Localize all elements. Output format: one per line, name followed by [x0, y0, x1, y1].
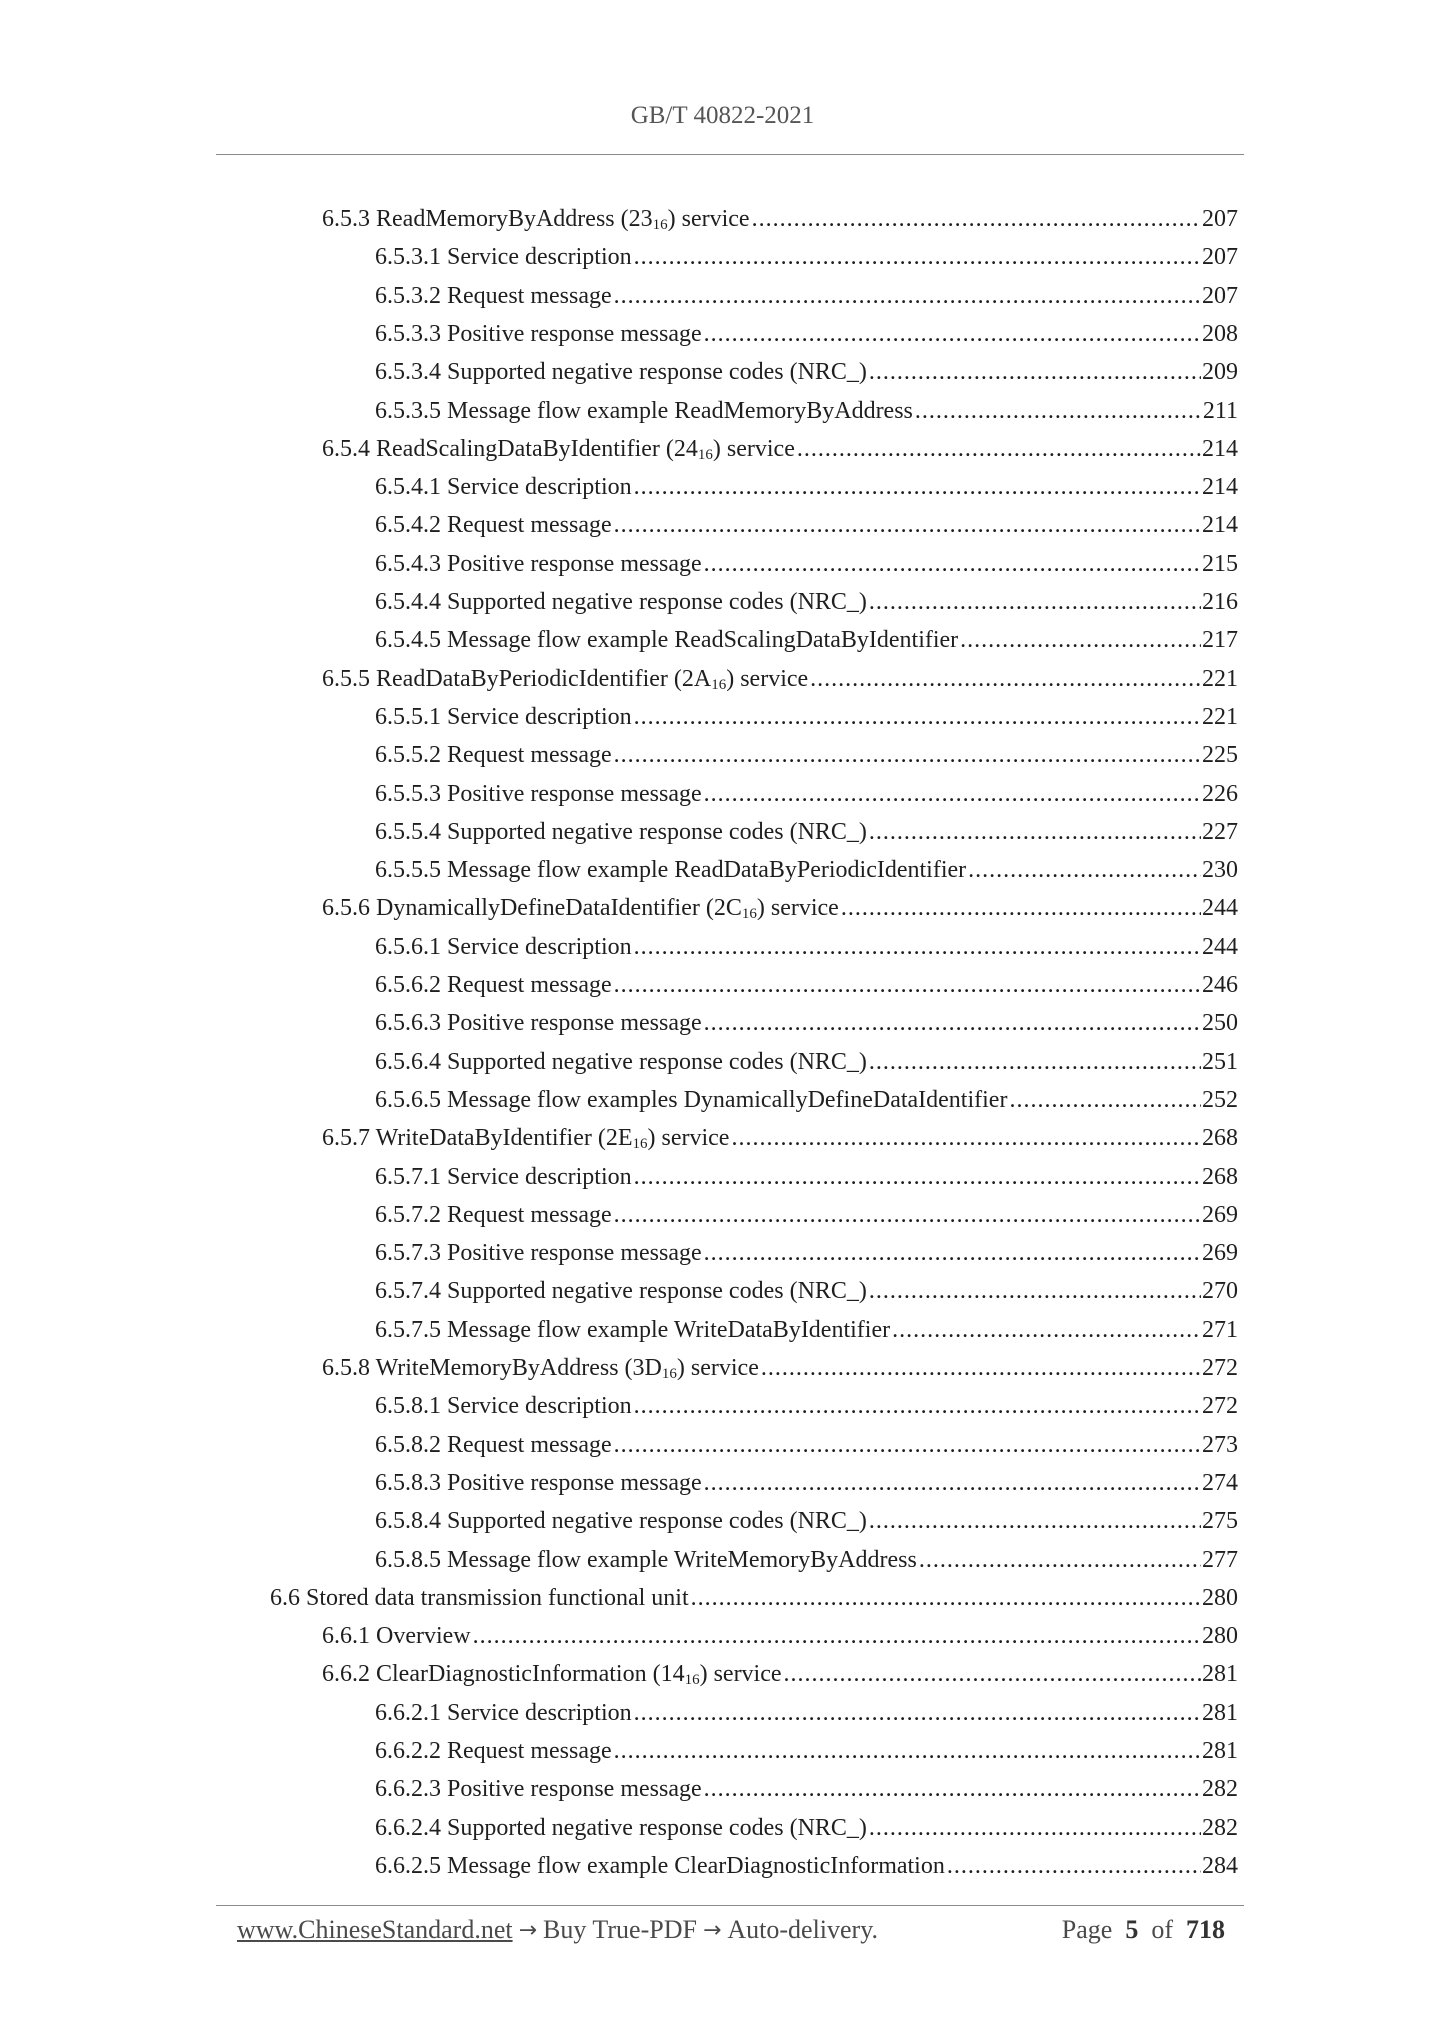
toc-entry-title: 6.5.4.2 Request message [375, 512, 612, 539]
toc-entry-title: 6.6.1 Overview [322, 1623, 471, 1650]
toc-page-number: 207 [1202, 244, 1238, 271]
toc-entry[interactable] [322, 1352, 1238, 1384]
toc-dot-leader [892, 1314, 1201, 1346]
toc-entry[interactable] [322, 663, 1238, 695]
toc-page-number: 273 [1202, 1431, 1238, 1458]
toc-entry-title: 6.5.8.1 Service description [375, 1393, 632, 1420]
toc-dot-leader [704, 548, 1201, 580]
toc-entry[interactable] [322, 203, 1238, 235]
toc-page-number: 275 [1202, 1508, 1238, 1535]
toc-dot-leader [869, 1275, 1201, 1307]
toc-entry-title: 6.5.3.1 Service description [375, 244, 632, 271]
toc-entry-title: 6.5.7.2 Request message [375, 1201, 612, 1228]
toc-dot-leader [960, 624, 1201, 656]
toc-page-number: 214 [1202, 435, 1238, 462]
toc-entry[interactable] [322, 1122, 1238, 1154]
toc-page-number: 252 [1202, 1086, 1238, 1113]
toc-entry[interactable] [270, 1582, 1238, 1614]
toc-page-number: 226 [1202, 780, 1238, 807]
toc-page-number: 268 [1202, 1163, 1238, 1190]
toc-dot-leader [691, 1582, 1201, 1614]
toc-entry[interactable] [375, 280, 1238, 312]
toc-dot-leader [869, 1046, 1201, 1078]
toc-entry[interactable] [375, 509, 1238, 541]
toc-entry-title: 6.5.8 WriteMemoryByAddress $(3D_{16})$ service [322, 1355, 759, 1382]
toc-entry-title: 6.5.7.3 Positive response message [375, 1240, 702, 1267]
buy-true-pdf-text: Buy True-PDF [543, 1915, 697, 1944]
toc-page-number: 281 [1202, 1738, 1238, 1764]
toc-page-number: 246 [1202, 972, 1238, 998]
toc-entry-title: 6.6.2.2 Request message [375, 1738, 612, 1764]
toc-page-number: 217 [1202, 627, 1238, 654]
of-word: of [1151, 1915, 1173, 1944]
toc-dot-leader [634, 1390, 1201, 1422]
toc-entry[interactable] [375, 1199, 1238, 1231]
toc-entry[interactable] [375, 1467, 1238, 1499]
toc-entry[interactable] [322, 1620, 1238, 1652]
toc-entry-title: 6.5.6.2 Request message [375, 972, 612, 998]
toc-entry[interactable] [375, 778, 1238, 810]
toc-entry-title: 6.5.6.5 Message flow examples DynamicallyDefineDataIdentifier [375, 1086, 1008, 1113]
toc-page-number: 269 [1202, 1240, 1238, 1267]
toc-entry-title: 6.5.6.3 Positive response message [375, 1010, 702, 1037]
toc-dot-leader [634, 1697, 1201, 1729]
toc-page-number: 271 [1202, 1316, 1238, 1343]
toc-entry[interactable] [375, 1735, 1238, 1767]
page-word: Page [1061, 1915, 1113, 1944]
toc-page-number: 269 [1202, 1201, 1238, 1228]
toc-entry[interactable] [375, 1275, 1238, 1307]
toc-dot-leader [634, 1161, 1201, 1193]
toc-dot-leader [1009, 1084, 1201, 1116]
toc-entry-title: 6.5.7.4 Supported negative response codes (NRC_) [375, 1278, 867, 1305]
toc-entry-title: 6.5.7.1 Service description [375, 1163, 632, 1190]
toc-entry-title: 6.6.2.1 Service description [375, 1699, 632, 1726]
toc-page-number: 214 [1202, 474, 1238, 501]
toc-page-number: 230 [1202, 857, 1238, 884]
toc-dot-leader [614, 1199, 1201, 1231]
toc-page-number: 211 [1202, 397, 1238, 424]
toc-entry-title: 6.6.2 ClearDiagnosticInformation $(14_{16})$ service [322, 1661, 782, 1689]
toc-entry-title: 6.6 Stored data transmission functional unit [270, 1584, 689, 1611]
toc-page-number: 221 [1202, 665, 1238, 692]
toc-dot-leader [614, 739, 1201, 771]
toc-page-number: 281 [1202, 1661, 1238, 1688]
toc-entry[interactable] [375, 854, 1238, 886]
toc-dot-leader [947, 1850, 1201, 1882]
header-divider [216, 154, 1244, 155]
toc-entry-title: 6.5.6 DynamicallyDefineDataIdentifier $(2C_{16})$ service [322, 895, 839, 923]
toc-page-number: 272 [1202, 1355, 1238, 1381]
toc-page-number: 277 [1202, 1546, 1238, 1573]
toc-entry[interactable] [375, 1161, 1238, 1193]
toc-entry[interactable] [375, 1429, 1238, 1461]
auto-delivery-text: Auto-delivery. [727, 1915, 879, 1944]
toc-entry[interactable] [375, 624, 1238, 656]
toc-entry[interactable] [375, 701, 1238, 733]
toc-entry-title: 6.5.5.4 Supported negative response codes (NRC_) [375, 818, 867, 845]
toc-entry[interactable] [322, 892, 1238, 924]
toc-entry[interactable] [375, 1505, 1238, 1537]
toc-entry[interactable] [375, 241, 1238, 273]
toc-entry[interactable] [375, 1697, 1238, 1729]
toc-dot-leader [634, 471, 1201, 503]
toc-entry[interactable] [375, 816, 1238, 848]
toc-entry[interactable] [375, 395, 1238, 427]
toc-dot-leader [634, 931, 1201, 963]
toc-entry[interactable] [375, 356, 1238, 388]
toc-dot-leader [614, 1429, 1201, 1461]
toc-entry[interactable] [375, 1046, 1238, 1078]
toc-entry[interactable] [322, 1658, 1238, 1690]
toc-entry-title: 6.5.5.2 Request message [375, 742, 612, 769]
toc-dot-leader [810, 663, 1201, 695]
toc-entry[interactable] [375, 1007, 1238, 1039]
toc-dot-leader [919, 1544, 1201, 1576]
toc-dot-leader [869, 1505, 1201, 1537]
toc-entry-title: 6.5.8.5 Message flow example WriteMemoryByAddress [375, 1546, 917, 1573]
toc-dot-leader [704, 1773, 1201, 1805]
toc-entry[interactable] [375, 1812, 1238, 1844]
toc-entry-title: 6.5.5.5 Message flow example ReadDataByPeriodicIdentifier [375, 857, 967, 884]
toc-page-number: 272 [1202, 1393, 1238, 1420]
toc-dot-leader [869, 1812, 1201, 1844]
page-footer [237, 1912, 1225, 1948]
toc-page-number: 244 [1202, 895, 1238, 922]
toc-page-number: 214 [1202, 512, 1238, 539]
toc-entry-title: 6.5.5 ReadDataByPeriodicIdentifier $(2A_{16})$ service [322, 665, 809, 693]
toc-page-number: 280 [1202, 1584, 1238, 1611]
toc-dot-leader [634, 701, 1201, 733]
toc-dot-leader [614, 280, 1201, 312]
toc-entry-title: 6.6.2.3 Positive response message [375, 1776, 702, 1803]
toc-page-number: 209 [1202, 359, 1238, 386]
toc-dot-leader [704, 1467, 1201, 1499]
toc-dot-leader [784, 1658, 1201, 1690]
toc-dot-leader [968, 854, 1201, 886]
toc-page-number: 282 [1202, 1814, 1238, 1841]
toc-page-number: 207 [1202, 282, 1238, 309]
toc-entry[interactable] [375, 1544, 1238, 1576]
toc-dot-leader [752, 203, 1201, 235]
toc-dot-leader [731, 1122, 1201, 1154]
toc-entry-title: 6.5.3.3 Positive response message [375, 320, 702, 347]
toc-entry[interactable] [375, 931, 1238, 963]
toc-page-number: 284 [1202, 1852, 1238, 1879]
toc-entry-title: 6.5.3.2 Request message [375, 282, 612, 309]
footer-divider [216, 1905, 1244, 1906]
arrow-right-icon: → [518, 1917, 538, 1943]
toc-entry-title: 6.5.7 WriteDataByIdentifier $(2E_{16})$ service [322, 1125, 730, 1153]
toc-entry-title: 6.5.4 ReadScalingDataByIdentifier $(24_{16})$ service [322, 435, 795, 463]
toc-dot-leader [473, 1620, 1201, 1652]
toc-entry-title: 6.5.8.3 Positive response message [375, 1469, 702, 1496]
toc-page-number: 221 [1202, 703, 1238, 730]
toc-entry-title: 6.5.6.4 Supported negative response codes (NRC_) [375, 1048, 867, 1075]
toc-dot-leader [869, 356, 1201, 388]
toc-entry-title: 6.5.7.5 Message flow example WriteDataByIdentifier [375, 1316, 891, 1343]
toc-entry[interactable] [375, 1850, 1238, 1882]
toc-page-number: 268 [1202, 1125, 1238, 1152]
toc-dot-leader [869, 586, 1201, 618]
toc-entry-title: 6.5.5.3 Positive response message [375, 780, 702, 807]
toc-entry-title: 6.5.6.1 Service description [375, 933, 632, 960]
toc-page-number: 227 [1202, 818, 1238, 845]
toc-dot-leader [797, 433, 1201, 465]
toc-entry-title: 6.5.4.5 Message flow example ReadScalingDataByIdentifier [375, 627, 959, 654]
toc-entry[interactable] [322, 433, 1238, 465]
toc-entry-title: 6.5.8.2 Request message [375, 1431, 612, 1458]
toc-entry[interactable] [375, 1314, 1238, 1346]
toc-page-number: 280 [1202, 1623, 1238, 1650]
toc-entry-title: 6.5.3.4 Supported negative response codes (NRC_) [375, 359, 867, 386]
toc-dot-leader [915, 395, 1202, 427]
toc-entry-title: 6.5.3.5 Message flow example ReadMemoryByAddress [375, 397, 913, 424]
toc-page-number: 244 [1202, 933, 1238, 960]
toc-entry[interactable] [375, 318, 1238, 350]
toc-dot-leader [841, 892, 1201, 924]
header-title: GB/T 40822-2021 [630, 102, 815, 129]
toc-page-number: 215 [1202, 550, 1238, 577]
toc-dot-leader [634, 241, 1201, 273]
toc-entry-title: 6.5.4.4 Supported negative response codes (NRC_) [375, 589, 867, 615]
toc-entry[interactable] [375, 1773, 1238, 1805]
toc-entry-title: 6.5.3 ReadMemoryByAddress $(23_{16})$ service [322, 206, 750, 233]
toc-page-number: 281 [1202, 1699, 1238, 1726]
toc-entry-title: 6.5.4.1 Service description [375, 474, 632, 501]
toc-entry[interactable] [375, 1084, 1238, 1116]
toc-entry[interactable] [375, 586, 1238, 618]
site-link[interactable]: www.ChineseStandard.net [237, 1915, 513, 1944]
toc-dot-leader [704, 1237, 1201, 1269]
toc-dot-leader [869, 816, 1201, 848]
toc-dot-leader [704, 778, 1201, 810]
toc-page-number: 282 [1202, 1776, 1238, 1803]
current-page-number: 5 [1125, 1915, 1139, 1944]
toc-page-number: 250 [1202, 1010, 1238, 1037]
toc-entry-title: 6.6.2.4 Supported negative response codes (NRC_) [375, 1814, 867, 1841]
toc-entry-title: 6.5.5.1 Service description [375, 703, 632, 730]
toc-dot-leader [614, 969, 1201, 1001]
total-pages-number: 718 [1186, 1915, 1225, 1944]
toc-page-number: 270 [1202, 1278, 1238, 1305]
toc-page-number: 208 [1202, 320, 1238, 347]
toc-entry[interactable] [375, 739, 1238, 771]
toc-dot-leader [704, 318, 1201, 350]
toc-entry[interactable] [375, 471, 1238, 503]
toc-dot-leader [614, 509, 1201, 541]
toc-entry-title: 6.5.8.4 Supported negative response codes (NRC_) [375, 1508, 867, 1535]
toc-page-number: 225 [1202, 742, 1238, 769]
toc-dot-leader [761, 1352, 1201, 1384]
page-counter [1062, 1915, 1225, 1945]
toc-entry[interactable] [375, 1390, 1238, 1422]
toc-page-number: 251 [1202, 1048, 1238, 1075]
toc-entry[interactable] [375, 969, 1238, 1001]
toc-page-number: 274 [1202, 1469, 1238, 1496]
arrow-right-icon: → [702, 1917, 722, 1943]
toc-entry-title: 6.5.4.3 Positive response message [375, 550, 702, 577]
toc-entry[interactable] [375, 1237, 1238, 1269]
toc-dot-leader [704, 1007, 1201, 1039]
toc-entry-title: 6.6.2.5 Message flow example ClearDiagnosticInformation [375, 1852, 945, 1879]
toc-dot-leader [614, 1735, 1201, 1767]
toc-page-number: 216 [1202, 589, 1238, 615]
toc-page-number: 207 [1202, 206, 1238, 232]
toc-entry[interactable] [375, 548, 1238, 580]
